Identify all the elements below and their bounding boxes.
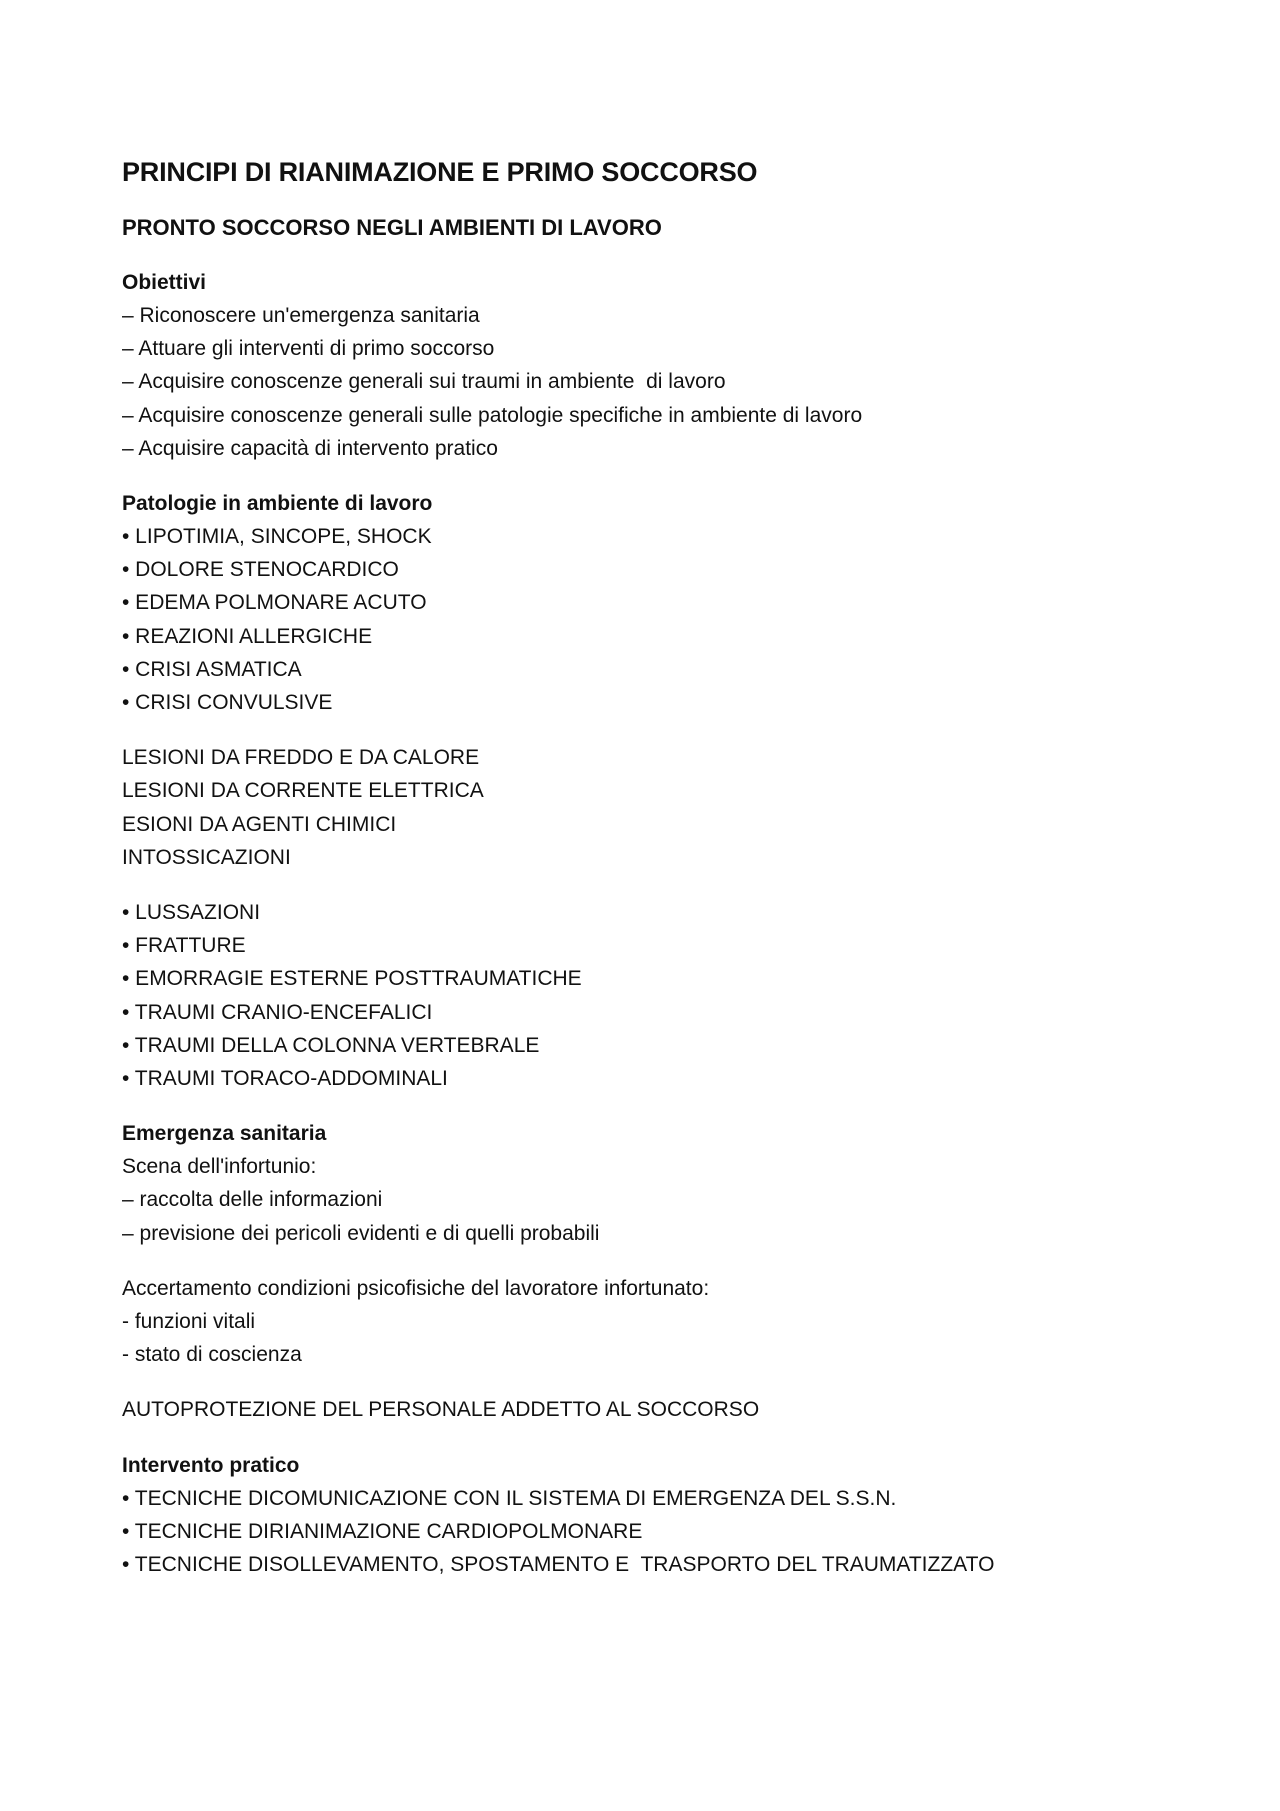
list-item: Scena dell'infortunio: (122, 1155, 317, 1179)
list-item: • TECNICHE DIRIANIMAZIONE CARDIOPOLMONARE (122, 1519, 643, 1543)
list-item: – Attuare gli interventi di primo soccorso (122, 337, 495, 361)
list-item: • FRATTURE (122, 934, 246, 958)
section-patologie (122, 487, 1162, 719)
section-emergenza (122, 1117, 1162, 1250)
list-item: • CRISI CONVULSIVE (122, 691, 333, 715)
list-item: • EMORRAGIE ESTERNE POSTTRAUMATICHE (122, 967, 582, 991)
list-item: – Acquisire conoscenze generali sui traumi in ambiente di lavoro (122, 370, 726, 394)
list-item: ESIONI DA AGENTI CHIMICI (122, 812, 397, 836)
section-autoprotezione (122, 1393, 1162, 1426)
section-traumi (122, 896, 1162, 1095)
list-item: • TRAUMI CRANIO-ENCEFALICI (122, 1000, 433, 1024)
section-heading-emergenza: Emergenza sanitaria (122, 1122, 327, 1146)
list-item: LESIONI DA FREDDO E DA CALORE (122, 746, 480, 770)
section-heading-obiettivi: Obiettivi (122, 271, 207, 294)
list-item: - stato di coscienza (122, 1343, 302, 1367)
section-lesioni (122, 741, 1162, 874)
document-subtitle: PRONTO SOCCORSO NEGLI AMBIENTI DI LAVORO (122, 215, 662, 240)
document-title: PRINCIPI DI RIANIMAZIONE E PRIMO SOCCORSO (122, 157, 758, 187)
section-heading-patologie: Patologie in ambiente di lavoro (122, 492, 433, 516)
list-item: • CRISI ASMATICA (122, 657, 302, 681)
list-item: – previsione dei pericoli evidenti e di quelli probabili (122, 1221, 600, 1245)
list-item: • DOLORE STENOCARDICO (122, 558, 399, 582)
list-item: – Acquisire capacità di intervento pratico (122, 436, 498, 460)
section-intervento (122, 1449, 1162, 1582)
section-accertamento (122, 1272, 1162, 1372)
document-content (122, 152, 1162, 1581)
list-item: • REAZIONI ALLERGICHE (122, 624, 373, 648)
section-obiettivi (122, 266, 1162, 465)
list-item: INTOSSICAZIONI (122, 845, 291, 869)
list-item: – raccolta delle informazioni (122, 1188, 383, 1212)
list-item: – Riconoscere un'emergenza sanitaria (122, 304, 480, 327)
list-item: • TECNICHE DISOLLEVAMENTO, SPOSTAMENTO E TRASPORTO DEL TRAUMATIZZATO (122, 1553, 995, 1577)
list-item: • TECNICHE DICOMUNICAZIONE CON IL SISTEMA DI EMERGENZA DEL S.S.N. (122, 1486, 897, 1510)
section-heading-intervento: Intervento pratico (122, 1453, 300, 1477)
list-item: • TRAUMI DELLA COLONNA VERTEBRALE (122, 1033, 540, 1057)
list-item: Accertamento condizioni psicofisiche del lavoratore infortunato: (122, 1276, 710, 1300)
autoprotezione-text: AUTOPROTEZIONE DEL PERSONALE ADDETTO AL SOCCORSO (122, 1398, 760, 1422)
list-item: – Acquisire conoscenze generali sulle patologie specifiche in ambiente di lavoro (122, 403, 863, 427)
list-item: • EDEMA POLMONARE ACUTO (122, 591, 427, 615)
list-item: - funzioni vitali (122, 1310, 256, 1334)
list-item: • LUSSAZIONI (122, 901, 261, 925)
list-item: • TRAUMI TORACO-ADDOMINALI (122, 1067, 448, 1091)
list-item: • LIPOTIMIA, SINCOPE, SHOCK (122, 525, 432, 549)
list-item: LESIONI DA CORRENTE ELETTRICA (122, 779, 484, 803)
